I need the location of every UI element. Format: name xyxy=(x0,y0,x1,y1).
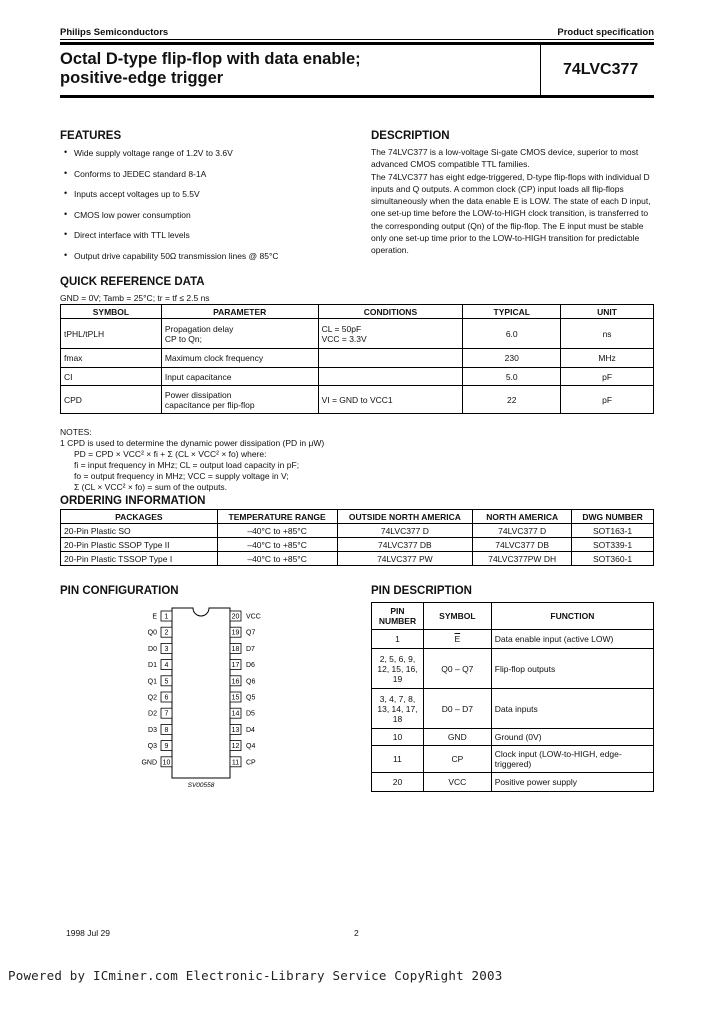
pin-number: 17 xyxy=(231,662,240,670)
pin-name: D7 xyxy=(246,645,255,653)
cell-parameter: Maximum clock frequency xyxy=(161,349,318,368)
note-line: PD = CPD × VCC² × fi + Σ (CL × VCC² × fo) where: xyxy=(74,449,267,459)
pin-1 xyxy=(152,611,172,621)
pin-14 xyxy=(230,708,255,718)
cell-parameter xyxy=(161,386,318,414)
col-header: OUTSIDE NORTH AMERICA xyxy=(337,510,473,524)
cell-typical: 22 xyxy=(463,386,561,414)
cell-function: Positive power supply xyxy=(491,773,653,792)
cell-function: Clock input (LOW-to-HIGH, edge-triggered) xyxy=(491,746,653,773)
pin-number: 11 xyxy=(231,759,240,767)
pin-8 xyxy=(148,724,172,734)
col-header: SYMBOL xyxy=(61,305,162,319)
title-bottom-rule xyxy=(60,95,654,98)
cell-pin: 20 xyxy=(372,773,424,792)
pin-20 xyxy=(230,611,261,621)
pin-3 xyxy=(148,643,172,653)
pin-number: 20 xyxy=(231,613,240,621)
pin-number: 13 xyxy=(231,726,240,734)
ic-body xyxy=(172,608,230,778)
cell-package: 20-Pin Plastic TSSOP Type I xyxy=(61,552,218,566)
figure-code: SV00558 xyxy=(187,782,215,789)
company-name: Philips Semiconductors xyxy=(60,27,169,38)
pin-7 xyxy=(148,708,172,718)
note-line: Σ (CL × VCC² × fo) = sum of the outputs. xyxy=(74,482,228,492)
pin-name: D5 xyxy=(246,710,255,718)
cell-symbol: fmax xyxy=(61,349,162,368)
powered-by-watermark: Powered by ICminer.com Electronic-Library Service CopyRight 2003 xyxy=(8,968,503,983)
cell-outside-na: 74LVC377 DB xyxy=(337,538,473,552)
col-header: DWG NUMBER xyxy=(572,510,654,524)
table-row xyxy=(372,689,654,729)
table-row xyxy=(61,538,654,552)
cell-na: 74LVC377PW DH xyxy=(473,552,572,566)
param-line: Propagation delay xyxy=(164,323,234,334)
pin-name: D1 xyxy=(148,662,157,670)
pin-name: D4 xyxy=(246,726,255,734)
pin-19 xyxy=(230,627,255,637)
cell-symbol: CI xyxy=(61,368,162,386)
col-header: CONDITIONS xyxy=(318,305,463,319)
cell-function: Flip-flop outputs xyxy=(491,649,653,689)
col-header: PARAMETER xyxy=(161,305,318,319)
pin-number: 15 xyxy=(231,694,240,702)
table-row xyxy=(61,319,654,349)
col-header: FUNCTION xyxy=(491,603,653,630)
note-line: 1 CPD is used to determine the dynamic power dissipation (PD in μW) xyxy=(60,438,325,448)
pin-number: 18 xyxy=(231,645,240,653)
doc-type: Product specification xyxy=(557,27,654,38)
pin-name: Q0 xyxy=(147,629,157,637)
pin-name: Q3 xyxy=(147,743,157,751)
pin-number: 4 xyxy=(164,662,169,670)
description-para-1: The 74LVC377 is a low-voltage Si-gate CMOS device, superior to most advanced CMOS compatible TTL families. xyxy=(371,147,639,170)
pin-number: 14 xyxy=(231,710,240,718)
pin-number: 5 xyxy=(164,678,169,686)
left-pins xyxy=(141,611,172,767)
feature-item: • Conforms to JEDEC standard 8-1A xyxy=(64,169,354,190)
pin-config-heading: PIN CONFIGURATION xyxy=(60,585,179,597)
description-heading: DESCRIPTION xyxy=(371,130,450,142)
col-header: TYPICAL xyxy=(463,305,561,319)
table-row xyxy=(372,746,654,773)
cell-symbol: CP xyxy=(423,746,491,773)
title-top-rule xyxy=(60,42,654,45)
header-rule xyxy=(60,39,654,40)
features-list xyxy=(64,148,354,271)
param-line: capacitance per flip-flop xyxy=(164,399,255,410)
cell-temp: –40°C to +85°C xyxy=(217,552,337,566)
cell-typical: 6.0 xyxy=(463,319,561,349)
pin-13 xyxy=(230,724,255,734)
cell-conditions xyxy=(318,319,463,349)
cell-function: Ground (0V) xyxy=(491,729,653,746)
col-header: UNIT xyxy=(561,305,654,319)
pin-name: Q7 xyxy=(246,629,256,637)
cell-unit: ns xyxy=(561,319,654,349)
cond-line: CL = 50pF xyxy=(321,323,362,334)
pin-11 xyxy=(230,757,256,767)
table-row xyxy=(61,524,654,538)
pin-number: 1 xyxy=(164,613,169,621)
cell-conditions: VI = GND to VCC1 xyxy=(318,386,463,414)
cell-na: 74LVC377 DB xyxy=(473,538,572,552)
pin-number: 2 xyxy=(164,629,169,637)
cell-pin: 10 xyxy=(372,729,424,746)
cell-symbol: tPHL/tPLH xyxy=(61,319,162,349)
cell-symbol: CPD xyxy=(61,386,162,414)
col-header: SYMBOL xyxy=(423,603,491,630)
col-header: TEMPERATURE RANGE xyxy=(217,510,337,524)
description-para-2: The 74LVC377 has eight edge-triggered, D-type flip-flops with individual D inputs and Q outputs. A common clock (CP) input loads all flip-flops simultaneously when the data enable E is LOW. The state of each D input, one set-up time before the LOW-to-HIGH clock transition, is transferred to the corresponding output (Qn) of the flip-flop. The E input must be stable only one set-up time prior to the LOW-to-HIGH transition for predictable operation. xyxy=(371,171,651,256)
cell-typical: 230 xyxy=(463,349,561,368)
cell-dwg: SOT360-1 xyxy=(572,552,654,566)
ordering-heading: ORDERING INFORMATION xyxy=(60,495,206,507)
pin-name: Q6 xyxy=(246,678,256,686)
cell-symbol: VCC xyxy=(423,773,491,792)
pin-12 xyxy=(230,741,255,751)
pin-15 xyxy=(230,692,255,702)
quick-ref-heading: QUICK REFERENCE DATA xyxy=(60,276,205,288)
pin-name: D6 xyxy=(246,662,255,670)
cell-package: 20-Pin Plastic SSOP Type II xyxy=(61,538,218,552)
cell-outside-na: 74LVC377 PW xyxy=(337,552,473,566)
feature-item: • Output drive capability 50Ω transmission lines @ 85°C xyxy=(64,251,354,272)
pin-4 xyxy=(148,660,172,670)
pin-17 xyxy=(230,660,255,670)
cell-conditions xyxy=(318,368,463,386)
cell-pin: 2, 5, 6, 9, 12, 15, 16, 19 xyxy=(372,649,424,689)
pin-name: D3 xyxy=(148,726,157,734)
cell-unit: MHz xyxy=(561,349,654,368)
title-divider xyxy=(540,44,541,96)
quick-ref-table xyxy=(60,304,654,414)
table-row xyxy=(372,729,654,746)
note-line: fo = output frequency in MHz; VCC = supply voltage in V; xyxy=(74,471,289,481)
cell-symbol: GND xyxy=(423,729,491,746)
pin-number: 9 xyxy=(164,743,169,751)
title-line-2: positive-edge trigger xyxy=(60,69,224,87)
pin-desc-table xyxy=(371,602,654,792)
notes xyxy=(60,427,380,493)
pin-name: Q4 xyxy=(246,743,256,751)
pin-name: E xyxy=(152,613,157,621)
table-row xyxy=(372,773,654,792)
pin-number: 19 xyxy=(231,629,240,637)
quick-ref-conditions: GND = 0V; Tamb = 25°C; tr = tf ≤ 2.5 ns xyxy=(60,293,210,303)
cell-pin: 3, 4, 7, 8, 13, 14, 17, 18 xyxy=(372,689,424,729)
cell-temp: –40°C to +85°C xyxy=(217,524,337,538)
feature-item: • Wide supply voltage range of 1.2V to 3.6V xyxy=(64,148,354,169)
col-header: PIN NUMBER xyxy=(372,603,424,630)
footer-date: 1998 Jul 29 xyxy=(66,928,110,938)
cell-conditions xyxy=(318,349,463,368)
pin-name: CP xyxy=(246,759,256,767)
table-row xyxy=(61,368,654,386)
pin-16 xyxy=(230,676,255,686)
pin-configuration-diagram xyxy=(60,600,342,790)
pin-number: 3 xyxy=(164,645,169,653)
right-pins xyxy=(230,611,261,767)
pin-10 xyxy=(141,757,172,767)
pin-number: 8 xyxy=(164,726,169,734)
col-header: NORTH AMERICA xyxy=(473,510,572,524)
cell-dwg: SOT339-1 xyxy=(572,538,654,552)
cell-package: 20-Pin Plastic SO xyxy=(61,524,218,538)
pin-name: Q2 xyxy=(147,694,157,702)
pin-name: D0 xyxy=(148,645,157,653)
cell-function: Data inputs xyxy=(491,689,653,729)
pin-2 xyxy=(148,627,172,637)
feature-item: • Inputs accept voltages up to 5.5V xyxy=(64,189,354,210)
cell-parameter xyxy=(161,319,318,349)
cell-temp: –40°C to +85°C xyxy=(217,538,337,552)
cell-parameter: Input capacitance xyxy=(161,368,318,386)
title-line-1: Octal D-type flip-flop with data enable; xyxy=(60,50,361,68)
part-number: 74LVC377 xyxy=(563,61,639,78)
description-body xyxy=(371,146,659,257)
table-row xyxy=(61,349,654,368)
table-row xyxy=(61,386,654,414)
pin-number: 6 xyxy=(164,694,169,702)
pin-desc-heading: PIN DESCRIPTION xyxy=(371,585,472,597)
feature-item: • Direct interface with TTL levels xyxy=(64,230,354,251)
pin-name: Q5 xyxy=(246,694,256,702)
pin-name: VCC xyxy=(246,613,261,621)
cell-pin: 11 xyxy=(372,746,424,773)
pin-9 xyxy=(148,741,172,751)
pin-number: 7 xyxy=(164,710,169,718)
feature-item: • CMOS low power consumption xyxy=(64,210,354,231)
col-header: PACKAGES xyxy=(61,510,218,524)
cell-pin: 1 xyxy=(372,630,424,649)
cond-line: VCC = 3.3V xyxy=(321,333,367,344)
notes-heading: NOTES: xyxy=(60,427,92,437)
pin-name: GND xyxy=(141,759,157,767)
pin-5 xyxy=(148,676,172,686)
cell-unit: pF xyxy=(561,386,654,414)
pin-number: 12 xyxy=(231,743,240,751)
ordering-table xyxy=(60,509,654,566)
table-row xyxy=(61,552,654,566)
cell-symbol: D0 – D7 xyxy=(423,689,491,729)
pin-number: 10 xyxy=(162,759,171,767)
cell-unit: pF xyxy=(561,368,654,386)
cell-dwg: SOT163-1 xyxy=(572,524,654,538)
page-number: 2 xyxy=(354,928,359,938)
pin-number: 16 xyxy=(231,678,240,686)
cell-symbol: Q0 – Q7 xyxy=(423,649,491,689)
cell-outside-na: 74LVC377 D xyxy=(337,524,473,538)
page-title xyxy=(60,50,480,88)
note-line: fi = input frequency in MHz; CL = output load capacity in pF; xyxy=(74,460,300,470)
pin-name: Q1 xyxy=(147,678,157,686)
cell-typical: 5.0 xyxy=(463,368,561,386)
cell-symbol: $\overline{E}$ xyxy=(423,630,491,649)
cell-na: 74LVC377 D xyxy=(473,524,572,538)
table-row xyxy=(372,630,654,649)
table-row xyxy=(372,649,654,689)
pin-name: D2 xyxy=(148,710,157,718)
features-heading: FEATURES xyxy=(60,130,122,142)
pin-18 xyxy=(230,643,255,653)
param-line: CP to Qn; xyxy=(164,333,203,344)
cell-function: Data enable input (active LOW) xyxy=(491,630,653,649)
param-line: Power dissipation xyxy=(164,389,232,400)
pin-6 xyxy=(148,692,172,702)
